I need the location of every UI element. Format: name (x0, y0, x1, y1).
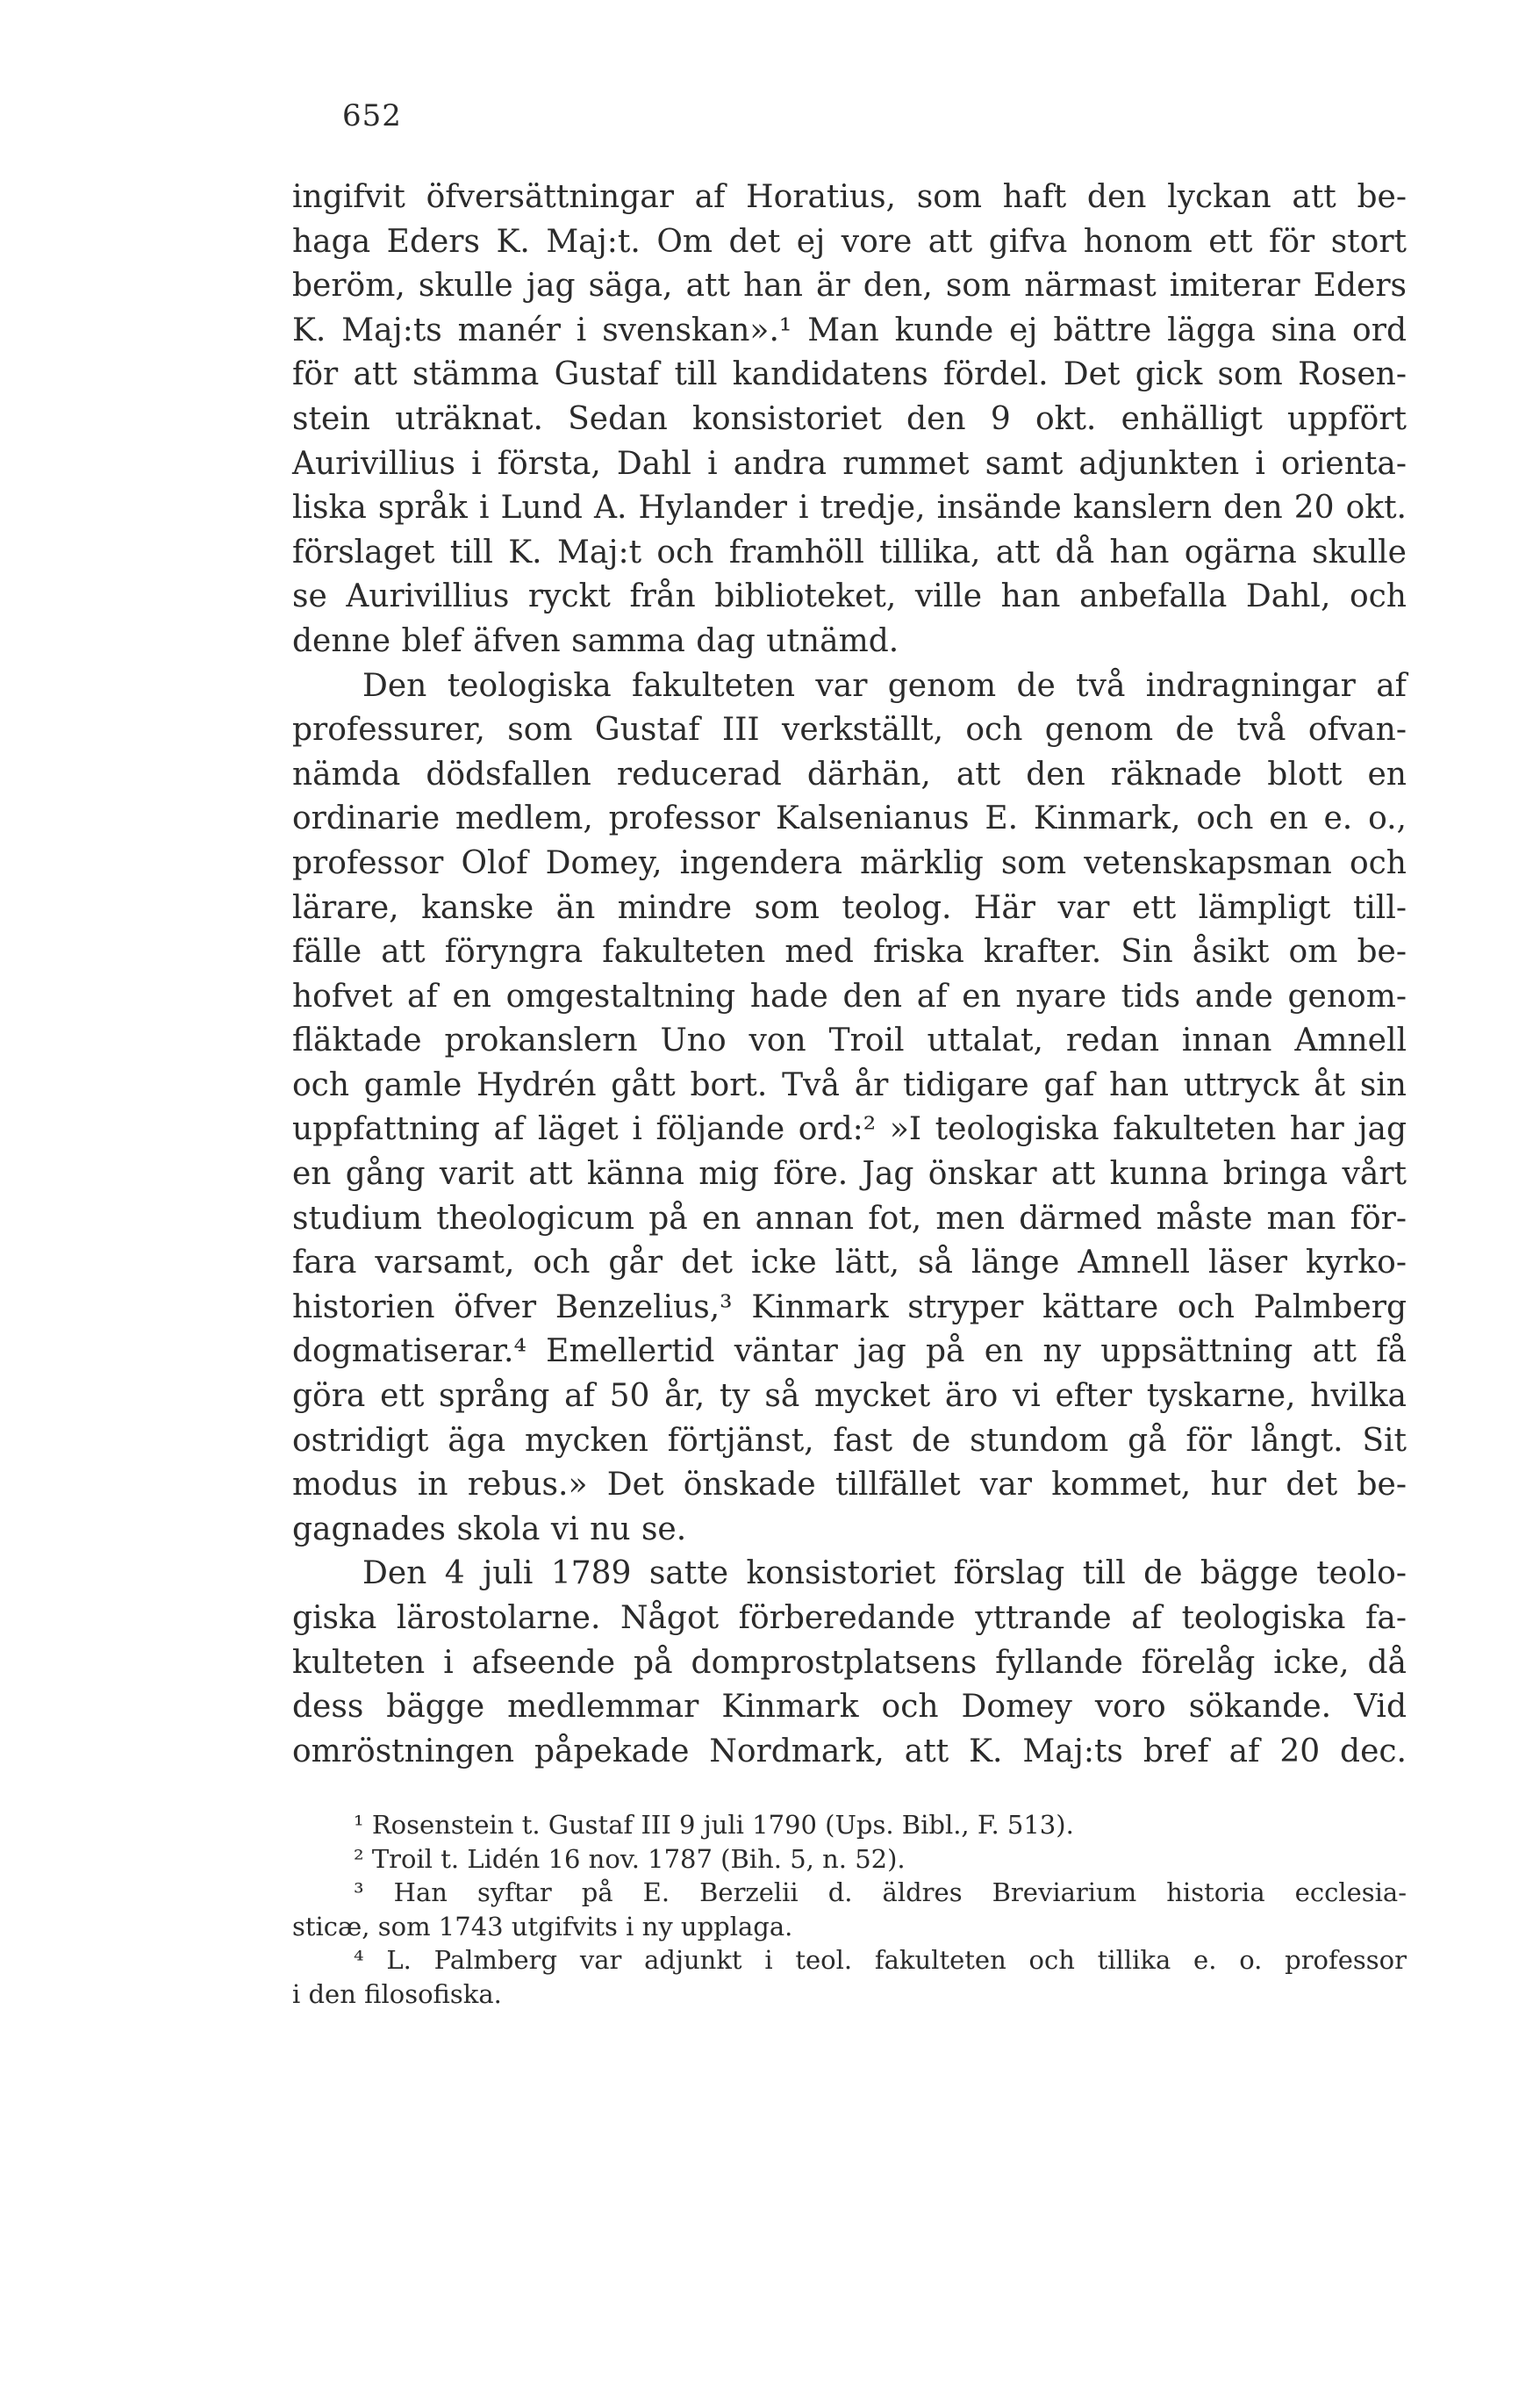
footnote-line: ¹ Rosenstein t. Gustaf III 9 juli 1790 (Ups. Bibl., F. 513). (354, 1810, 1074, 1840)
text-line: omröstningen påpekade Nordmark, att K. Maj:ts bref af 20 dec. (292, 1733, 1407, 1769)
text-line: för att stämma Gustaf till kandidatens fördel. Det gick som Rosen- (292, 356, 1407, 393)
text-line: haga Eders K. Maj:t. Om det ej vore att gifva honom ett för stort (292, 223, 1407, 260)
text-line: kulteten i afseende på domprostplatsens fyllande förelåg icke, då (292, 1644, 1407, 1681)
text-line: stein uträknat. Sedan konsistoriet den 9 okt. enhälligt uppfört (292, 400, 1407, 437)
text-line: historien öfver Benzelius,³ Kinmark stryper kättare och Palmberg (292, 1288, 1407, 1325)
text-line: dogmatiserar.⁴ Emellertid väntar jag på en ny uppsättning att få (292, 1333, 1407, 1370)
text-line: fläktade prokanslern Uno von Troil uttalat, redan innan Amnell (292, 1023, 1407, 1059)
footnotes (292, 1808, 1407, 2011)
text-line: förslaget till K. Maj:t och framhöll tillika, att då han ogärna skulle (292, 534, 1407, 571)
text-line: ingifvit öfversättningar af Horatius, som haft den lyckan att be- (292, 179, 1407, 215)
text-line: se Aurivillius ryckt från biblioteket, ville han anbefalla Dahl, och (292, 578, 1407, 615)
text-line: ordinarie medlem, professor Kalsenianus E. Kinmark, och en e. o., (292, 800, 1407, 837)
text-line: liska språk i Lund A. Hylander i tredje, insände kanslern den 20 okt. (292, 490, 1407, 527)
text-line: beröm, skulle jag säga, att han är den, som närmast imiterar Eders (292, 268, 1407, 305)
text-line: K. Maj:ts manér i svenskan».¹ Man kunde ej bättre lägga sina ord (292, 312, 1407, 348)
text-line: denne blef äfven samma dag utnämd. (292, 622, 899, 659)
text-line: Den 4 juli 1789 satte konsistoriet förslag till de bägge teolo- (362, 1555, 1407, 1592)
text-line: studium theologicum på en annan fot, men därmed måste man för- (292, 1200, 1407, 1237)
text-line: Aurivillius i första, Dahl i andra rummet samt adjunkten i orienta- (292, 445, 1407, 482)
text-line: giska lärostolarne. Något förberedande yttrande af teologiska fa- (292, 1600, 1407, 1636)
footnote-line: ² Troil t. Lidén 16 nov. 1787 (Bih. 5, n. 52). (354, 1843, 906, 1874)
page-number: 652 (342, 98, 402, 133)
text-line: lärare, kanske än mindre som teolog. Här var ett lämpligt till- (292, 889, 1407, 926)
text-line: och gamle Hydrén gått bort. Två år tidigare gaf han uttryck åt sin (292, 1066, 1407, 1103)
text-line: professor Olof Domey, ingendera märklig som vetenskapsman och (292, 844, 1407, 881)
text-line: dess bägge medlemmar Kinmark och Domey voro sökande. Vid (292, 1689, 1407, 1726)
text-line: modus in rebus.» Det önskade tillfället var kommet, hur det be- (292, 1467, 1407, 1504)
text-line: nämda dödsfallen reducerad därhän, att den räknade blott en (292, 756, 1407, 793)
text-line: professurer, som Gustaf III verkställt, och genom de två ofvan- (292, 712, 1407, 749)
text-line: gagnades skola vi nu se. (292, 1511, 687, 1547)
footnote-line: i den filosofiska. (292, 1978, 502, 2009)
text-line: ostridigt äga mycken förtjänst, fast de stundom gå för långt. Sit (292, 1422, 1407, 1459)
text-line: en gång varit att känna mig före. Jag önskar att kunna bringa vårt (292, 1156, 1407, 1193)
footnote-line: ⁴ L. Palmberg var adjunkt i teol. fakulteten och tillika e. o. professor (354, 1945, 1407, 1975)
footnote-line: sticæ, som 1743 utgifvits i ny upplaga. (292, 1911, 793, 1941)
text-line: uppfattning af läget i följande ord:² »I teologiska fakulteten har jag (292, 1111, 1407, 1148)
body-text (292, 176, 1407, 1774)
text-line: Den teologiska fakulteten var genom de två indragningar af (362, 667, 1407, 704)
footnote-line: ³ Han syftar på E. Berzelii d. äldres Breviarium historia ecclesia- (354, 1877, 1407, 1907)
text-line: fälle att föryngra fakulteten med friska krafter. Sin åsikt om be- (292, 934, 1407, 971)
text-line: göra ett språng af 50 år, ty så mycket äro vi efter tyskarne, hvilka (292, 1378, 1407, 1415)
text-line: fara varsamt, och går det icke lätt, så länge Amnell läser kyrko- (292, 1245, 1407, 1281)
text-line: hofvet af en omgestaltning hade den af en nyare tids ande genom- (292, 978, 1407, 1015)
